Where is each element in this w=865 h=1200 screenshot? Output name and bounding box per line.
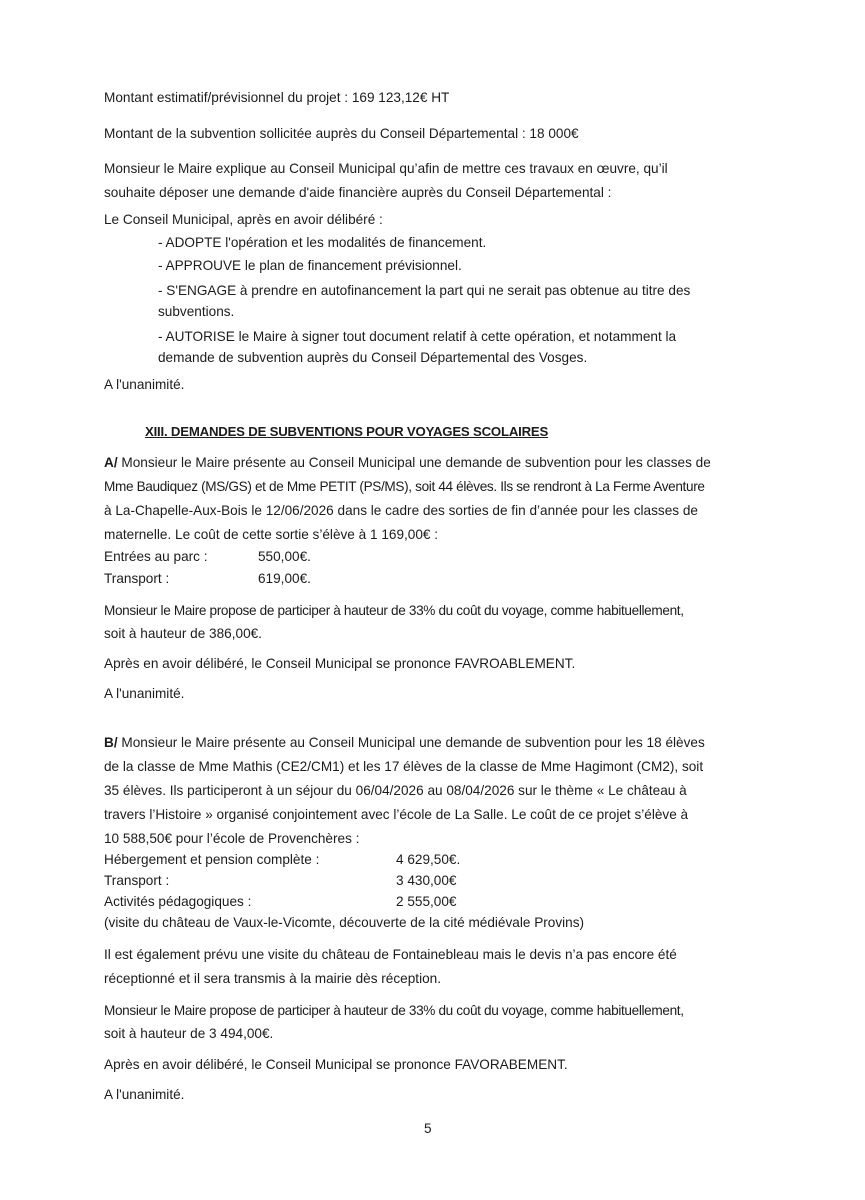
part-a-proposal-line-1: Monsieur le Maire propose de participer à hauteur de 33% du coût du voyage, comme habituellement,: [104, 603, 684, 618]
part-b-cost-label-2: Transport :: [104, 873, 170, 888]
part-a-line-1: A/ Monsieur le Maire présente au Conseil Municipal une demande de subvention pour les classes de: [104, 455, 711, 470]
part-b-cost-value-1: 4 629,50€.: [396, 852, 461, 867]
part-b-line-1: B/ Monsieur le Maire présente au Conseil Municipal une demande de subvention pour les 18 élèves: [104, 735, 705, 750]
part-a-cost-label-2: Transport :: [104, 571, 170, 586]
part-b-cost-label-1: Hébergement et pension complète :: [104, 852, 320, 867]
part-b-label: B/: [104, 735, 118, 750]
part-a-label: A/: [104, 455, 118, 470]
deliberation-intro: Le Conseil Municipal, après en avoir délibéré :: [104, 212, 383, 227]
part-a-cost-label-1: Entrées au parc :: [104, 549, 208, 564]
part-b-cost-label-3: Activités pédagogiques :: [104, 894, 252, 909]
part-b-vote: A l'unanimité.: [104, 1087, 185, 1102]
section-heading: XIII. DEMANDES DE SUBVENTIONS POUR VOYAGES SCOLAIRES: [145, 424, 549, 439]
part-b-line-2: de la classe de Mme Mathis (CE2/CM1) et les 17 élèves de la classe de Mme Hagimont (CM2), soit: [104, 759, 704, 774]
part-a-proposal-line-2: soit à hauteur de 386,00€.: [104, 626, 262, 641]
part-a-vote: A l'unanimité.: [104, 686, 185, 701]
montant-estimatif: Montant estimatif/prévisionnel du projet : 169 123,12€ HT: [104, 90, 450, 105]
part-b-proposal-line-1: Monsieur le Maire propose de participer à hauteur de 33% du coût du voyage, comme habituellement,: [104, 1003, 684, 1018]
decision-adopte: - ADOPTE l'opération et les modalités de financement.: [158, 235, 487, 250]
part-b-decision: Après en avoir délibéré, le Conseil Municipal se prononce FAVORABEMENT.: [104, 1057, 568, 1072]
part-b-note: (visite du château de Vaux-le-Vicomte, découverte de la cité médiévale Provins): [104, 915, 585, 930]
part-b-extra-line-2: réceptionné et il sera transmis à la mairie dès réception.: [104, 971, 441, 986]
page-number: 5: [424, 1121, 432, 1136]
part-a-line-2: Mme Baudiquez (MS/GS) et de Mme PETIT (PS/MS), soit 44 élèves. Ils se rendront à La Ferme Aventure: [104, 479, 705, 494]
part-b-cost-value-2: 3 430,00€: [396, 873, 457, 888]
part-a-cost-value-1: 550,00€.: [258, 549, 311, 564]
part-b-cost-value-3: 2 555,00€: [396, 894, 457, 909]
part-b-line-5: 10 588,50€ pour l’école de Provenchères :: [104, 831, 360, 846]
explication-line-2: souhaite déposer une demande d'aide financière auprès du Conseil Départemental :: [104, 185, 612, 200]
decision-autorise: - AUTORISE le Maire à signer tout document relatif à cette opération, et notamment la: [158, 329, 677, 344]
explication-line-1: Monsieur le Maire explique au Conseil Municipal qu’afin de mettre ces travaux en œuvre, qu’il: [104, 161, 668, 176]
decision-approuve: - APPROUVE le plan de financement prévisionnel.: [158, 258, 462, 273]
vote-intro: A l'unanimité.: [104, 377, 185, 392]
part-b-extra-line-1: Il est également prévu une visite du château de Fontainebleau mais le devis n’a pas encore été: [104, 947, 677, 962]
decision-engage: - S'ENGAGE à prendre en autofinancement la part qui ne serait pas obtenue au titre des: [158, 283, 691, 298]
part-a-line-3: à La-Chapelle-Aux-Bois le 12/06/2026 dans le cadre des sorties de fin d’année pour les classes de: [104, 503, 698, 518]
part-b-line-4: travers l’Histoire » organisé conjointement avec l’école de La Salle. Le coût de ce projet s’élève à: [104, 807, 689, 822]
montant-subvention: Montant de la subvention sollicitée auprès du Conseil Départemental : 18 000€: [104, 126, 579, 141]
decision-autorise-cont: demande de subvention auprès du Conseil Départemental des Vosges.: [158, 350, 588, 365]
part-a-line-4: maternelle. Le coût de cette sortie s’élève à 1 169,00€ :: [104, 527, 439, 542]
part-b-line-3: 35 élèves. Ils participeront à un séjour du 06/04/2026 au 08/04/2026 sur le thème « Le château à: [104, 783, 687, 798]
part-b-proposal-line-2: soit à hauteur de 3 494,00€.: [104, 1026, 274, 1041]
part-a-decision: Après en avoir délibéré, le Conseil Municipal se prononce FAVROABLEMENT.: [104, 656, 576, 671]
part-a-cost-value-2: 619,00€.: [258, 571, 311, 586]
decision-engage-cont: subventions.: [158, 304, 235, 319]
